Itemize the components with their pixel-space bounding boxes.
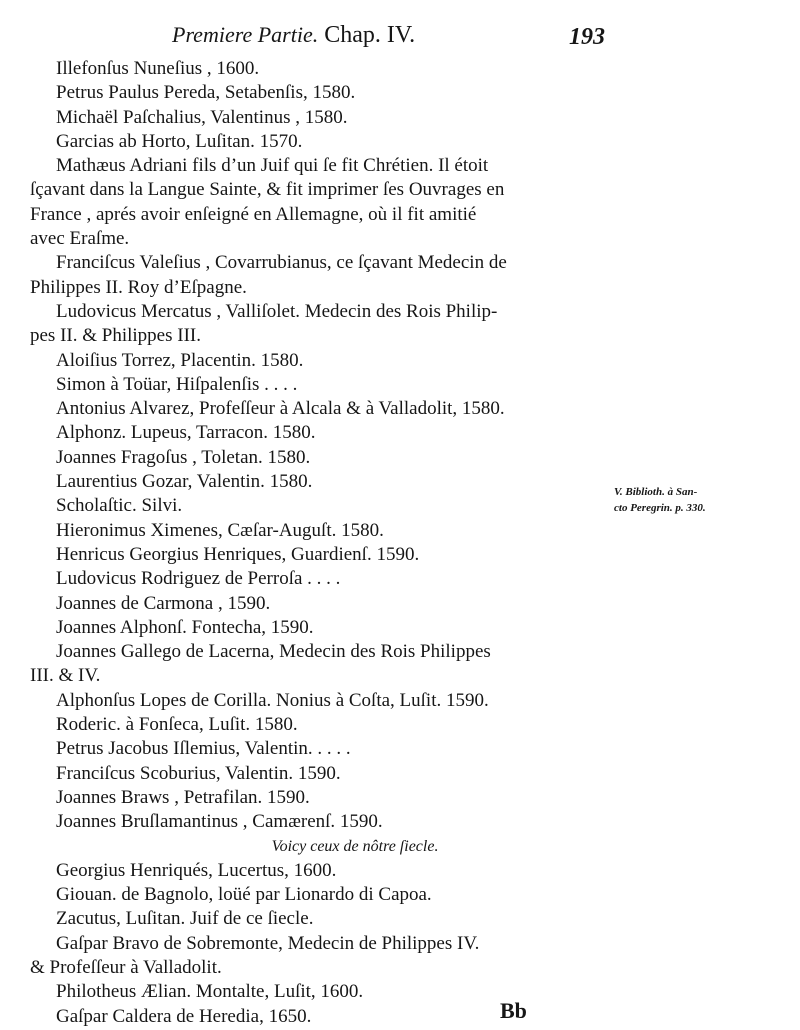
text-line: Philippes II. Roy d’Eſpagne. <box>30 276 247 298</box>
signature-mark: Bb <box>500 998 527 1023</box>
text-line: Zacutus, Luſitan. Juif de ce ſiecle. <box>56 908 314 930</box>
text-line: Aloiſius Torrez, Placentin. 1580. <box>56 349 304 371</box>
text-line: Franciſcus Scoburius, Valentin. 1590. <box>56 762 341 784</box>
text-line: Laurentius Gozar, Valentin. 1580. <box>56 471 313 493</box>
text-line: Gaſpar Caldera de Heredia, 1650. <box>56 1005 312 1027</box>
text-line: Henricus Georgius Henriques, Guardienſ. 1590. <box>56 543 420 565</box>
text-line: ſçavant dans la Langue Sainte, & fit imprimer ſes Ouvrages en <box>30 179 505 201</box>
text-line: Georgius Henriqués, Lucertus, 1600. <box>56 859 337 881</box>
text-line: Giouan. de Bagnolo, loüé par Lionardo di Capoa. <box>56 884 432 906</box>
text-line: Scholaſtic. Silvi. <box>56 495 183 517</box>
page-number: 193 <box>569 24 605 50</box>
body-text <box>30 57 620 1029</box>
text-line: Simon à Toüar, Hiſpalenſis . . . . <box>56 373 298 395</box>
running-title <box>172 22 415 49</box>
text-line: Antonius Alvarez, Profeſſeur à Alcala & à Valladolit, 1580. <box>56 398 505 420</box>
margin-note-line: V. Biblioth. à San- <box>614 486 698 498</box>
text-line: Alphonz. Lupeus, Tarracon. 1580. <box>56 422 316 444</box>
text-line: III. & IV. <box>30 665 101 687</box>
margin-note-line: cto Peregrin. p. 330. <box>614 502 706 514</box>
text-line: Michaël Paſchalius, Valentinus , 1580. <box>56 106 348 128</box>
text-line: Illefonſus Nuneſius , 1600. <box>56 58 260 79</box>
page-header <box>0 20 800 56</box>
text-line: Joannes Fragoſus , Toletan. 1580. <box>56 446 311 468</box>
text-line: Joannes Alphonſ. Fontecha, 1590. <box>56 616 314 638</box>
text-line: Alphonſus Lopes de Corilla. Nonius à Coſta, Luſit. 1590. <box>56 689 489 711</box>
text-line: Joannes de Carmona , 1590. <box>56 592 271 614</box>
text-line: Petrus Jacobus Iſlemius, Valentin. . . . . <box>56 738 351 760</box>
text-line: Garcias ab Horto, Luſitan. 1570. <box>56 130 303 152</box>
text-line: Voicy ceux de nôtre ſiecle. <box>271 837 439 855</box>
text-line: France , aprés avoir enſeigné en Allemagne, où il fit amitié <box>30 203 477 225</box>
text-line: avec Eraſme. <box>30 228 130 250</box>
text-line: Roderic. à Fonſeca, Luſit. 1580. <box>56 714 298 736</box>
text-line: & Profeſſeur à Valladolit. <box>30 956 222 978</box>
margin-note <box>614 484 784 516</box>
text-line: Ludovicus Rodriguez de Perroſa . . . . <box>56 568 341 590</box>
running-title-part: Premiere Partie. <box>172 22 319 47</box>
text-line: pes II. & Philippes III. <box>30 325 201 347</box>
text-line: Ludovicus Mercatus , Valliſolet. Medecin des Rois Philip- <box>56 300 498 322</box>
text-line: Gaſpar Bravo de Sobremonte, Medecin de Philippes IV. <box>56 932 480 954</box>
text-line: Petrus Paulus Pereda, Setabenſis, 1580. <box>56 82 356 104</box>
text-line: Hieronimus Ximenes, Cæſar-Auguſt. 1580. <box>56 519 384 541</box>
text-line: Mathæus Adriani fils d’un Juif qui ſe fit Chrétien. Il étoit <box>56 155 489 177</box>
running-title-chapter: Chap. IV. <box>324 22 416 48</box>
text-line: Franciſcus Valeſius , Covarrubianus, ce ſçavant Medecin de <box>56 252 507 274</box>
text-line: Joannes Bruſlamantinus , Camærenſ. 1590. <box>56 811 383 833</box>
text-line: Joannes Gallego de Lacerna, Medecin des Rois Philippes <box>56 641 491 663</box>
text-line: Joannes Braws , Petrafilan. 1590. <box>56 786 310 808</box>
text-line: Philotheus Ælian. Montalte, Luſit, 1600. <box>56 981 364 1003</box>
